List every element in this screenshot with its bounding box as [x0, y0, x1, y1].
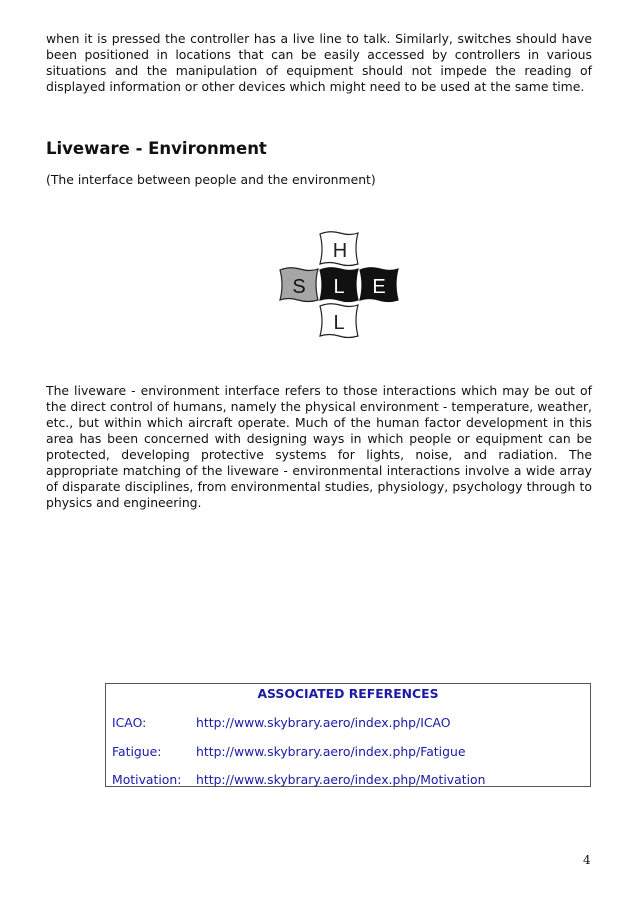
reference-link[interactable]: http://www.skybrary.aero/index.php/Fatigue: [196, 744, 466, 759]
body-paragraph: The liveware - environment interface refers to those interactions which may be out of the direct control of humans, namely the physical environment - temperature, weather, etc., but within which aircraft operate. Much of the human factor development in this area has been concerned with designing ways in which people or equipment can be protected, developing protective systems for lights, noise, and radiation. The appropriate matching of the liveware - environmental interactions involve a wide array of disparate disciplines, from environmental studies, physiology, psychology through to physics and engineering.: [46, 383, 592, 510]
reference-label: Fatigue:: [112, 744, 162, 759]
reference-label: ICAO:: [112, 715, 147, 730]
intro-paragraph: when it is pressed the controller has a live line to talk. Similarly, switches should have been positioned in locations that can be easily accessed by controllers in various situations and the manipulation of equipment should not impede the reading of displayed information or other devices which might need to be used at the same time.: [46, 31, 592, 94]
shell-model-diagram: [276, 228, 402, 342]
page-number: 4: [583, 853, 591, 867]
reference-link[interactable]: http://www.skybrary.aero/index.php/ICAO: [196, 715, 451, 730]
shell-letter-h: H: [332, 240, 348, 262]
references-title: ASSOCIATED REFERENCES: [257, 686, 439, 701]
associated-references-box: [105, 683, 591, 787]
shell-letter-l-center: L: [333, 276, 345, 298]
reference-row: [112, 744, 465, 759]
shell-letter-s: S: [292, 276, 306, 298]
shell-letter-e: E: [372, 276, 386, 298]
shell-letter-l-bottom: L: [333, 312, 345, 334]
section-subtitle: (The interface between people and the environment): [46, 172, 376, 187]
reference-row: [112, 715, 451, 730]
reference-link[interactable]: http://www.skybrary.aero/index.php/Motivation: [196, 772, 486, 787]
section-heading: Liveware - Environment: [46, 139, 267, 158]
reference-row: [112, 772, 485, 787]
reference-label: Motivation:: [112, 772, 182, 787]
